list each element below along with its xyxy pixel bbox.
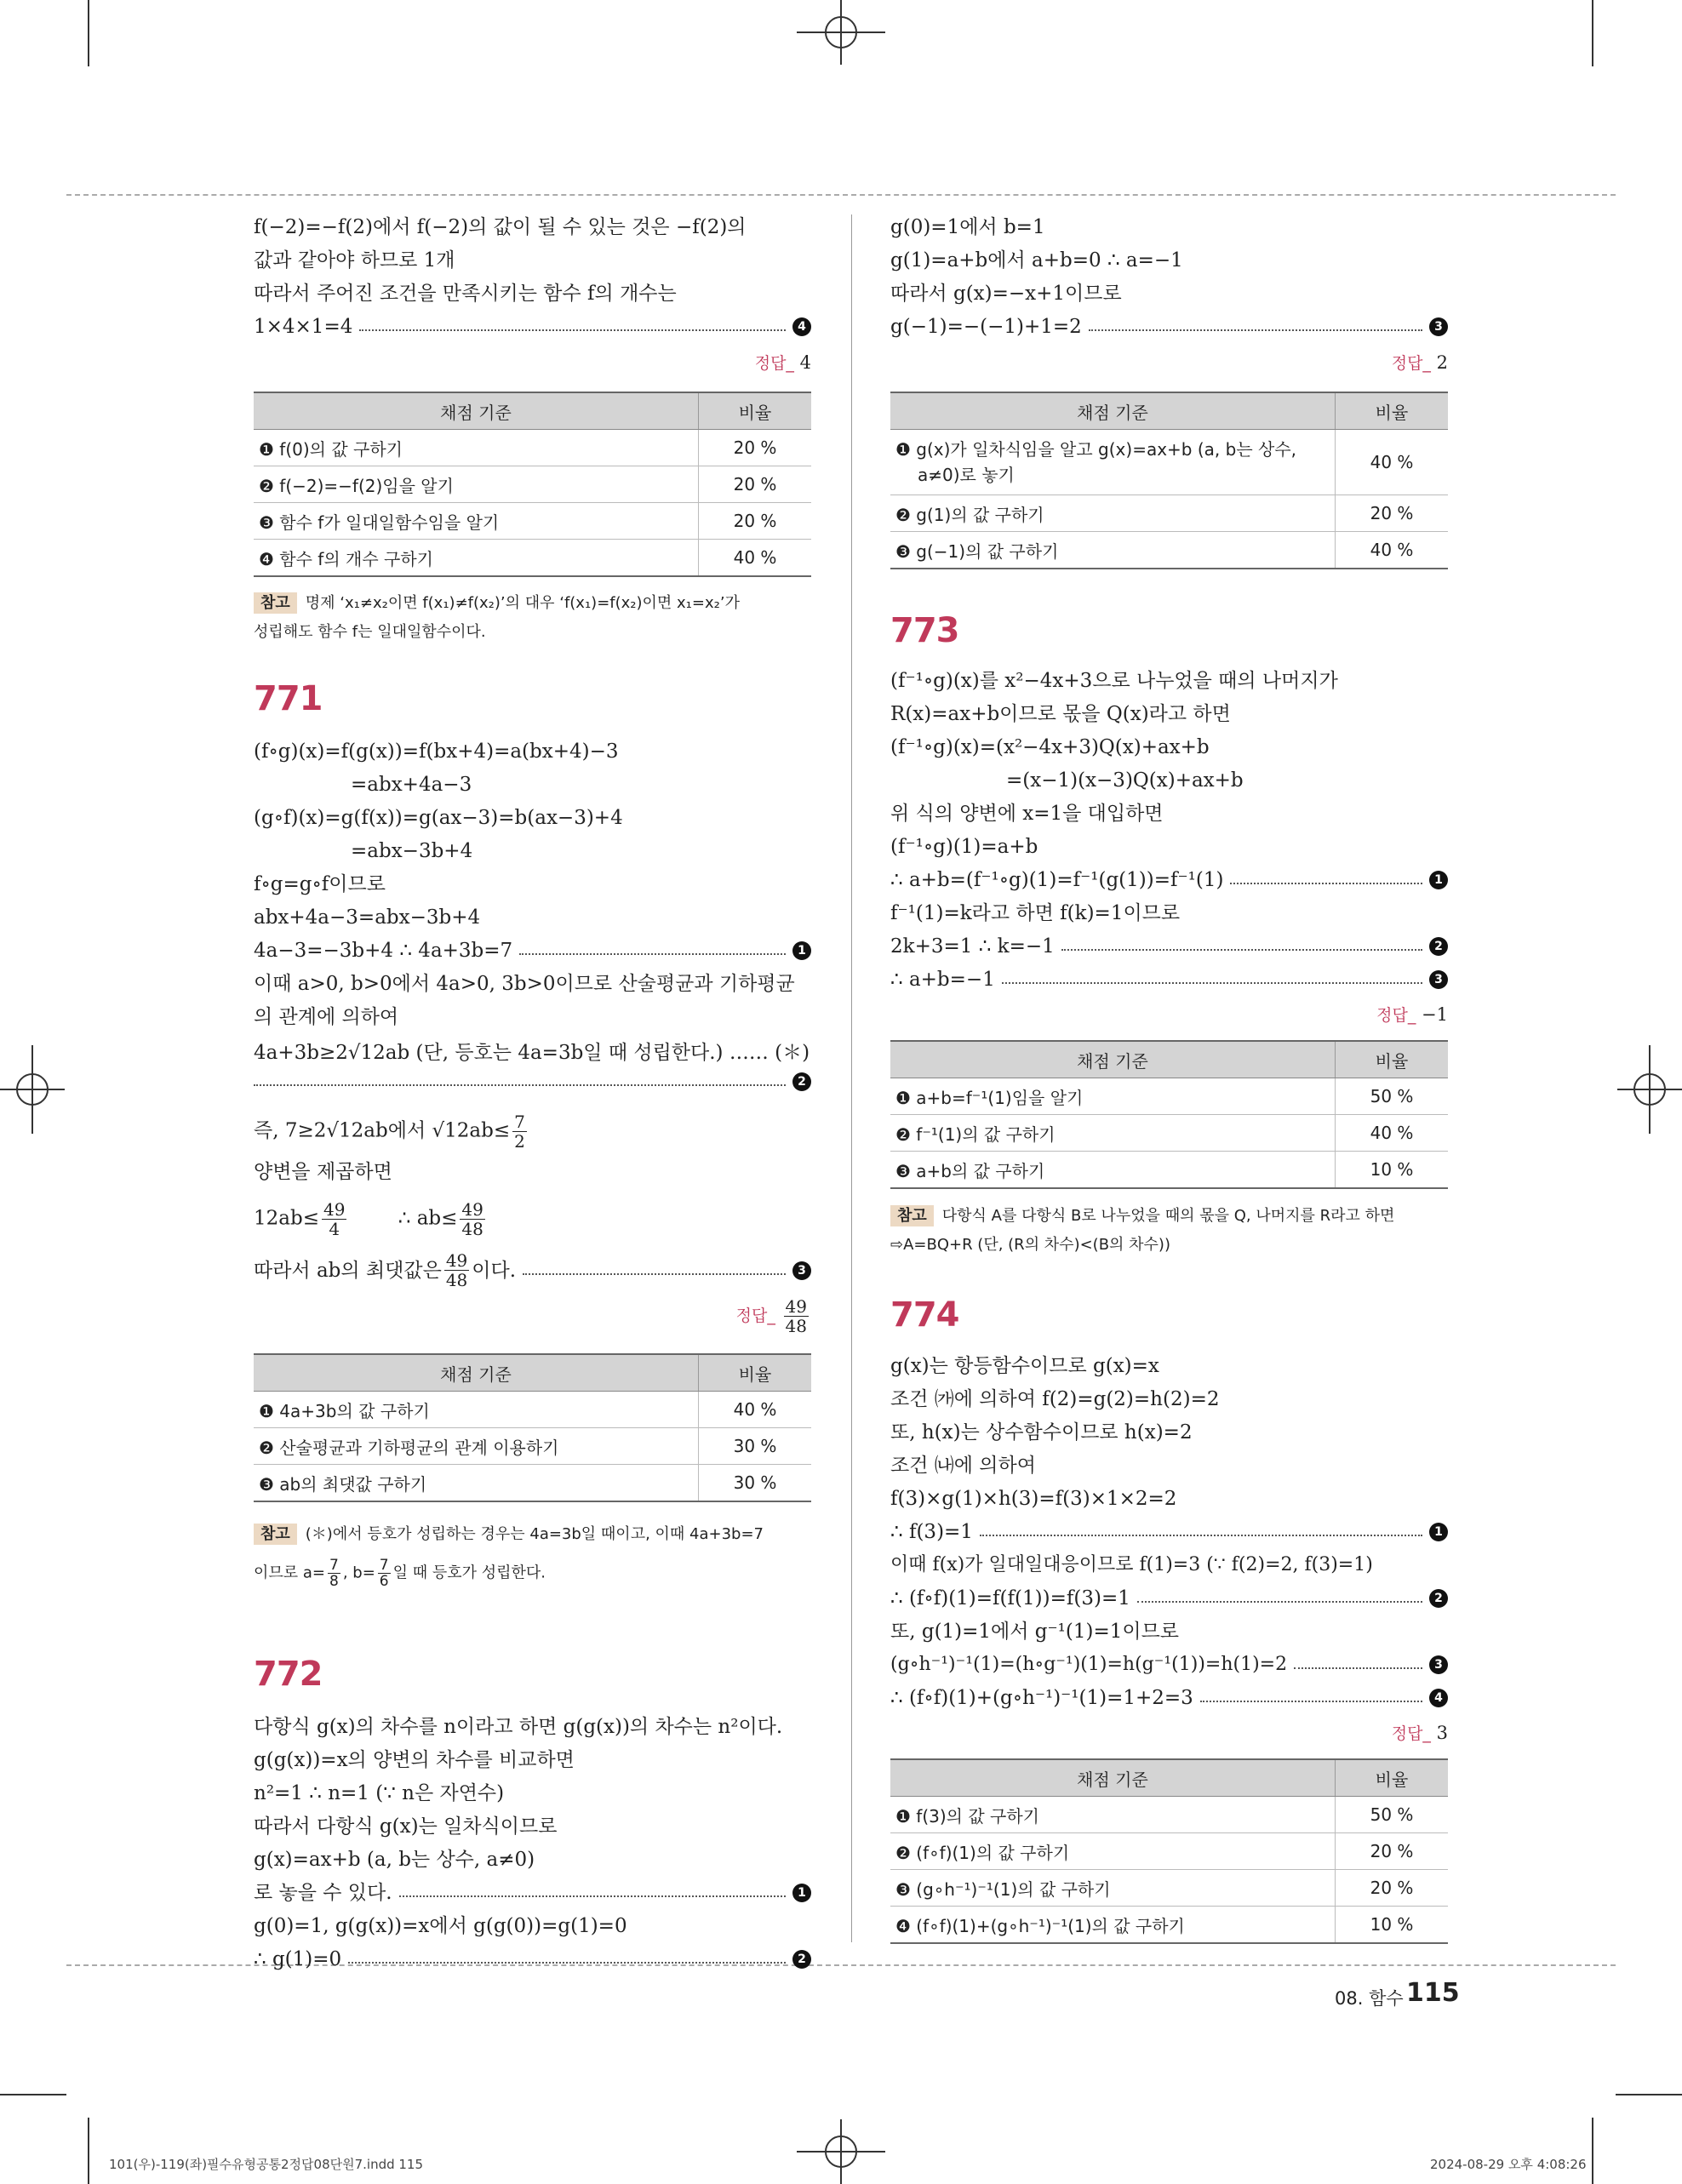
answer-label: 정답_ [754,354,794,373]
text-line: 양변을 제곱하면 [254,1161,392,1183]
text-line [890,934,1448,959]
table-row [254,1392,811,1428]
table-header: 비율 [1336,392,1449,430]
fraction-denominator: 4 [329,1219,340,1239]
criteria-cell [890,430,1336,495]
text-line: f⁻¹(1)=k라고 하면 f(k)=1이므로 [890,902,1181,924]
text: ∴ g(1)=0 [254,1948,342,1970]
criteria-cell: ❷ f(−2)=−f(2)임을 알기 [254,466,699,503]
text-line: (g∘f)(x)=g(f(x))=g(ax−3)=b(ax−3)+4 [254,807,623,829]
fraction [512,1112,527,1151]
table-header: 비율 [699,1354,812,1392]
registration-mark-left [0,1045,65,1134]
text: ∴ (f∘f)(1)+(g∘h⁻¹)⁻¹(1)=1+2=3 [890,1687,1193,1709]
text-line: (f⁻¹∘g)(x)=(x²−4x+3)Q(x)+ax+b [890,736,1210,758]
text: (g∘h⁻¹)⁻¹(1)=(h∘g⁻¹)(1)=h(g⁻¹(1))=h(1)=2 [890,1654,1288,1675]
step-marker: 4 [1429,1689,1448,1707]
table-header: 채점 기준 [254,1354,699,1392]
answer-value: 3 [1436,1723,1448,1743]
fraction-numerator: 49 [323,1199,346,1220]
file-info: 101(우)-119(좌)필수유형공통2정답08단원7.indd 115 [109,2157,424,2172]
dotted-leader [1089,329,1422,331]
dotted-leader [1230,883,1422,884]
percent-cell: 20 % [1336,495,1449,532]
percent-cell: 30 % [699,1428,812,1465]
crop-mark [1616,2094,1682,2095]
criteria-cell: ❶ 4a+3b의 값 구하기 [254,1392,699,1428]
criteria-cell: ❹ 함수 f의 개수 구하기 [254,540,699,577]
table-row [890,1870,1448,1907]
percent-cell: 50 % [1336,1797,1449,1833]
text-line: 또, h(x)는 상수함수이므로 h(x)=2 [890,1421,1193,1444]
grading-table [890,392,1448,569]
reference-note [890,1202,1448,1260]
text-line: f(3)×g(1)×h(3)=f(3)×1×2=2 [890,1488,1177,1510]
problem-number: 772 [254,1655,323,1694]
text-line: 이때 a>0, b>0에서 4a>0, 3b>0이므로 산술평균과 기하평균 [254,973,795,995]
note-text: ⇨A=BQ+R (단, (R의 차수)<(B의 차수)) [890,1236,1170,1254]
text: g(−1)=−(−1)+1=2 [890,316,1082,338]
step-marker: 4 [792,317,811,336]
problem-number: 771 [254,679,323,718]
table-row [254,1428,811,1465]
text-line: 위 식의 양변에 x=1을 대입하면 [890,803,1164,825]
column-divider [851,214,852,1942]
dotted-leader [348,1962,786,1964]
table-header: 채점 기준 [890,392,1336,430]
table-row [254,430,811,466]
text-line: g(1)=a+b에서 a+b=0 ∴ a=−1 [890,249,1183,272]
note-text: 다항식 A를 다항식 B로 나누었을 때의 몫을 Q, 나머지를 R라고 하면 [941,1207,1395,1225]
table-row [890,1797,1448,1833]
table-row [254,540,811,577]
note-text: 명제 ‘x₁≠x₂이면 f(x₁)≠f(x₂)’의 대우 ‘f(x₁)=f(x₂)이면 x₁=x₂’가 [305,594,740,612]
text-line: (f∘g)(x)=f(g(x))=f(bx+4)=a(bx+4)−3 [254,740,619,763]
dotted-leader [399,1895,786,1897]
criteria-cell: ❸ 함수 f가 일대일함수임을 알기 [254,503,699,540]
text-line: 따라서 g(x)=−x+1이므로 [890,283,1122,305]
percent-cell: 40 % [1336,1115,1449,1152]
page-number: 115 [1406,1978,1460,2008]
text-line: n²=1 ∴ n=1 (∵ n은 자연수) [254,1782,505,1804]
dotted-leader [359,329,786,331]
text-line [254,1880,811,1906]
criteria-text: a≠0)로 놓기 [918,465,1015,485]
answer-value: 4 [799,352,811,373]
text: ∴ f(3)=1 [890,1521,973,1543]
criteria-text: ❶ g(x)가 일차식임을 알고 g(x)=ax+b (a, b는 상수, [895,439,1296,460]
step-marker: 3 [1429,1655,1448,1674]
dotted-leader [254,1084,786,1086]
grading-table [254,392,811,577]
text-line [890,967,1448,992]
text-line: 조건 ㈎에 의하여 f(2)=g(2)=h(2)=2 [890,1388,1220,1410]
table-row [890,1152,1448,1189]
table-row [890,1907,1448,1944]
step-marker: 2 [792,1950,811,1969]
text-line: 따라서 다항식 g(x)는 일차식이므로 [254,1815,558,1838]
table-header: 비율 [1336,1759,1449,1797]
answer-value: 2 [1436,352,1448,373]
dotted-leader [1002,982,1422,984]
percent-cell: 10 % [1336,1907,1449,1944]
answer [736,1297,811,1335]
grading-table [890,1758,1448,1944]
table-header: 비율 [699,392,812,430]
text-line: g(0)=1, g(g(x))=x에서 g(g(0))=g(1)=0 [254,1915,627,1937]
table-row [254,466,811,503]
text-line: 따라서 주어진 조건을 만족시키는 함수 f의 개수는 [254,283,677,305]
fraction-numerator: 7 [329,1557,339,1574]
criteria-cell: ❷ g(1)의 값 구하기 [890,495,1336,532]
fraction [444,1251,469,1289]
step-marker: 3 [1429,317,1448,336]
note-text: 이므로 a= [254,1564,325,1582]
text-line: R(x)=ax+b이므로 몫을 Q(x)라고 하면 [890,703,1231,725]
criteria-cell: ❷ 산술평균과 기하평균의 관계 이용하기 [254,1428,699,1465]
table-row [890,495,1448,532]
fraction-denominator: 8 [329,1573,339,1590]
top-dashed-rule [66,194,1616,196]
percent-cell: 50 % [1336,1078,1449,1115]
text-line [890,1652,1448,1678]
fraction-numerator: 7 [514,1112,525,1132]
criteria-cell: ❷ f⁻¹(1)의 값 구하기 [890,1115,1336,1152]
table-row [890,1078,1448,1115]
percent-cell: 20 % [1336,1870,1449,1907]
text-line: g(g(x))=x의 양변의 차수를 비교하면 [254,1749,575,1771]
reference-note [254,589,811,647]
text: 로 놓을 수 있다. [254,1882,392,1904]
percent-cell: 20 % [699,430,812,466]
note-tag: 참고 [890,1205,934,1226]
text: ∴ a+b=−1 [890,969,995,991]
criteria-cell: ❸ (g∘h⁻¹)⁻¹(1)의 값 구하기 [890,1870,1336,1907]
text-line: 값과 같아야 하므로 1개 [254,249,455,272]
note-tag: 참고 [254,592,297,614]
table-header: 채점 기준 [890,1041,1336,1078]
print-date: 2024-08-29 오후 4:08:26 [1430,2157,1587,2172]
note-text: (＊)에서 등호가 성립하는 경우는 4a=3b일 때이고, 이때 4a+3b=7 [305,1525,764,1543]
criteria-cell: ❸ g(−1)의 값 구하기 [890,532,1336,569]
text-line: g(x)는 항등함수이므로 g(x)=x [890,1355,1159,1377]
text: 12ab≤ [254,1207,319,1230]
answer [1376,1003,1448,1026]
text-line [254,1112,529,1151]
text: 따라서 ab의 최댓값은 [254,1259,442,1282]
percent-cell: 20 % [699,466,812,503]
text: 즉, 7≥2√12ab에서 √12ab≤ [254,1119,511,1142]
text-line [890,1519,1448,1545]
text-line: 의 관계에 의하여 [254,1006,399,1028]
fraction-numerator: 49 [461,1199,483,1220]
step-marker: 2 [1429,937,1448,956]
step-marker: 1 [792,941,811,960]
table-header: 비율 [1336,1041,1449,1078]
text-line [254,938,811,963]
answer-label: 정답_ [1391,354,1431,373]
percent-cell: 20 % [1336,1833,1449,1870]
percent-cell: 10 % [1336,1152,1449,1189]
table-row [254,503,811,540]
dotted-leader [1294,1667,1422,1669]
step-marker: 1 [1429,871,1448,889]
answer-label: 정답_ [1391,1724,1431,1743]
text-line [890,1586,1448,1611]
text-line: =(x−1)(x−3)Q(x)+ax+b [1006,769,1244,792]
text: 2k+3=1 ∴ k=−1 [890,935,1055,958]
crop-mark [1592,2118,1593,2184]
text: 4a−3=−3b+4 ∴ 4a+3b=7 [254,940,513,962]
text-line [890,1685,1448,1711]
criteria-cell: ❸ a+b의 값 구하기 [890,1152,1336,1189]
text-line [254,1200,488,1238]
note-text: 성립해도 함수 f는 일대일함수이다. [254,623,486,641]
text: 1×4×1=4 [254,316,353,338]
step-marker: 1 [792,1884,811,1902]
problem-number: 774 [890,1295,959,1335]
text-line [254,1072,811,1091]
fraction [322,1200,346,1238]
text-line: g(x)=ax+b (a, b는 상수, a≠0) [254,1849,535,1871]
fraction-numerator: 7 [379,1557,389,1574]
grading-table [254,1353,811,1502]
dotted-leader [523,1273,786,1275]
note-text: , b= [342,1564,375,1582]
registration-mark-right [1617,1045,1682,1134]
text-line: 다항식 g(x)의 차수를 n이라고 하면 g(g(x))의 차수는 n²이다. [254,1716,783,1738]
table-row [254,1465,811,1502]
text-line: 4a+3b≥2√12ab (단, 등호는 4a=3b일 때 성립한다.) …… (＊) [254,1042,810,1064]
dotted-leader [1137,1601,1422,1603]
text-line [890,314,1448,340]
answer [1392,351,1448,374]
crop-mark [88,0,89,66]
fraction-denominator: 48 [461,1219,483,1239]
fraction [460,1200,484,1238]
text-line [254,1251,811,1289]
text-line: f(−2)=−f(2)에서 f(−2)의 값이 될 수 있는 것은 −f(2)의 [254,216,747,238]
criteria-cell: ❸ ab의 최댓값 구하기 [254,1465,699,1502]
percent-cell: 40 % [1336,532,1449,569]
table-header: 채점 기준 [254,392,699,430]
dotted-leader [1061,949,1422,951]
registration-mark-bottom [797,2119,885,2184]
fraction-denominator: 48 [445,1270,468,1290]
text-line: (f⁻¹∘g)(x)를 x²−4x+3으로 나누었을 때의 나머지가 [890,670,1338,692]
crop-mark [0,2094,66,2095]
step-marker: 1 [1429,1523,1448,1541]
note-tag: 참고 [254,1524,297,1545]
step-marker: 3 [1429,970,1448,989]
table-row [890,430,1448,495]
table-row [890,1115,1448,1152]
text-line: g(0)=1에서 b=1 [890,216,1045,238]
fraction-denominator: 48 [785,1316,807,1336]
crop-mark [1592,0,1593,66]
text: ∴ (f∘f)(1)=f(f(1))=f(3)=1 [890,1587,1130,1609]
text-line [890,867,1448,893]
fraction-numerator: 49 [785,1296,807,1317]
fraction-numerator: 49 [445,1250,468,1271]
dotted-leader [1200,1701,1422,1702]
text-line: 또, g(1)=1에서 g⁻¹(1)=1이므로 [890,1621,1180,1643]
fraction [328,1558,340,1589]
text-line: 이때 f(x)가 일대일대응이므로 f(1)=3 (∵ f(2)=2, f(3)=1) [890,1554,1373,1575]
text-line: f∘g=g∘f이므로 [254,873,386,895]
percent-cell: 40 % [699,1392,812,1428]
percent-cell: 40 % [1336,430,1449,495]
answer-value: −1 [1422,1004,1448,1025]
step-marker: 3 [792,1261,811,1280]
text-line: abx+4a−3=abx−3b+4 [254,906,481,929]
fraction [784,1297,809,1335]
note-text: 일 때 등호가 성립한다. [392,1564,546,1582]
problem-number: 773 [890,611,959,650]
criteria-cell: ❷ (f∘f)(1)의 값 구하기 [890,1833,1336,1870]
criteria-cell: ❹ (f∘f)(1)+(g∘h⁻¹)⁻¹(1)의 값 구하기 [890,1907,1336,1944]
text-line: =abx−3b+4 [351,840,473,862]
step-marker: 2 [1429,1589,1448,1608]
percent-cell: 30 % [699,1465,812,1502]
reference-note [254,1520,811,1589]
dotted-leader [519,953,786,955]
table-header: 채점 기준 [890,1759,1336,1797]
grading-table [890,1040,1448,1189]
text: 이다. [472,1259,517,1282]
fraction-denominator: 2 [514,1131,525,1152]
text-line [254,1947,811,1972]
text: ∴ ab≤ [398,1207,458,1230]
table-row [890,1833,1448,1870]
chapter-label: 08. 함수 [1335,1988,1404,2009]
answer-label: 정답_ [1376,1006,1416,1025]
step-marker: 2 [792,1072,811,1091]
text-line [254,314,811,340]
text-line: =abx+4a−3 [351,774,472,796]
text: ∴ a+b=(f⁻¹∘g)(1)=f⁻¹(g(1))=f⁻¹(1) [890,869,1224,891]
text-line: (f⁻¹∘g)(1)=a+b [890,836,1038,858]
text-line: 조건 ㈏에 의하여 [890,1455,1036,1477]
table-row [890,532,1448,569]
fraction-denominator: 6 [379,1573,389,1590]
fraction [378,1558,391,1589]
percent-cell: 20 % [699,503,812,540]
dotted-leader [980,1535,1422,1536]
crop-mark [88,2118,89,2184]
answer [1392,1721,1448,1744]
criteria-cell: ❶ f(0)의 값 구하기 [254,430,699,466]
registration-mark-top [797,0,885,65]
criteria-cell: ❶ f(3)의 값 구하기 [890,1797,1336,1833]
answer [755,351,811,374]
criteria-cell: ❶ a+b=f⁻¹(1)임을 알기 [890,1078,1336,1115]
answer-label: 정답_ [735,1306,775,1325]
percent-cell: 40 % [699,540,812,577]
